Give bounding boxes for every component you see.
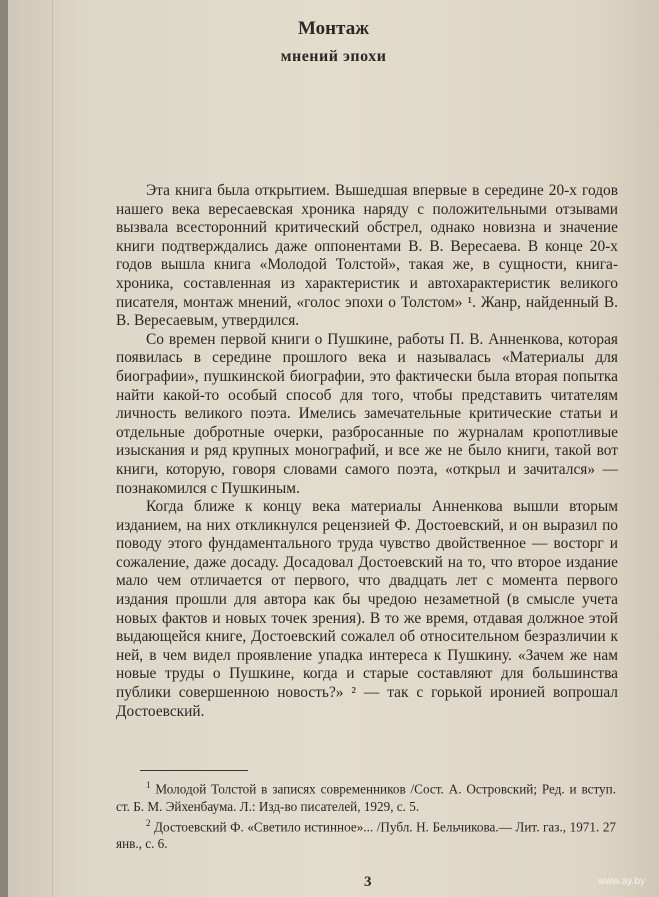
watermark: www.ay.by xyxy=(597,876,645,887)
page-subtitle: мнений эпохи xyxy=(280,48,387,65)
footnote-1 xyxy=(116,777,616,815)
paragraph-1: Эта книга была открытием. Вышедшая впервые в середине 20-х годов нашего века вересаевская хроника наряду с положительными отзывами вызвала всесторонний критический обстрел, однако новизна и значение книги подтверждались даже оппонентами В. В. Вересаева. В конце 20-х годов вышла книга «Молодой Толстой», такая же, в сущности, книга-хроника, составленная из характеристик и автохарактеристик великого писателя, монтаж мнений, «голос эпохи о Толстом» ¹. Жанр, найденный В. В. Вересаевым, утвердился. xyxy=(116,182,618,330)
footnote-1-text: Молодой Толстой в записях современников /Сост. А. Островский; Ред. и вступ. ст. Б. М. Эйхенбаума. Л.: Изд-во писателей, 1929, с. 5. xyxy=(116,781,617,814)
page-fold-shadow xyxy=(52,0,55,897)
footnote-1-mark: 1 xyxy=(146,780,151,790)
footnote-2-mark: 2 xyxy=(146,817,151,828)
book-page xyxy=(8,0,659,897)
footnote-divider xyxy=(140,770,248,771)
paragraph-2: Со времен первой книги о Пушкине, работы П. В. Анненкова, которая появилась в середине прошлого века и называлась «Материалы для биографии», пушкинской биографии, это фактически была вторая попытка найти какой-то особый способ для того, чтобы представить читателям личность великого поэта. Имелись замечательные критические статьи и отдельные добротные очерки, разбросанные по журналам кропотливые изыскания и ряд крупных монографий, и все же не было книги, такой вот книги, которую, говоря словами самого поэта, «открыл и зачитался» — познакомился с Пушкиным. xyxy=(116,330,618,497)
footnote-2-text: Достоевский Ф. «Светило истинное»... /Публ. Н. Бельчикова.— Лит. газ., 1971. 27 янв., с. 6. xyxy=(116,819,617,852)
footnotes xyxy=(116,777,616,853)
page-title: Монтаж xyxy=(298,18,369,39)
paragraph-3: Когда ближе к концу века материалы Анненкова вышли вторым изданием, на них откликнулся рецензией Ф. Достоевский, и он выразил по поводу этого фундаментального труда чувство двойственное — восторг и сожаление, даже досаду. Досадовал Достоевский на то, что второе издание мало чем отличается от первого, что двадцать лет с момента первого издания прошли для автора как бы чредою незаметной (в смысле учета новых фактов и новых точек зрения). В то же время, отдавая должное этой выдающейся книге, Достоевский сожалел об относительном безразличии к ней, в чем видел проявление упадка интереса к Пушкину. «Зачем же нам новые труды о Пушкине, когда и старые составляют для большинства публики совершенною новость?» ² — так с горькой иронией вопрошал Достоевский. xyxy=(116,498,618,720)
page-number: 3 xyxy=(364,874,372,890)
main-text xyxy=(116,182,618,721)
footnote-2 xyxy=(116,815,616,853)
